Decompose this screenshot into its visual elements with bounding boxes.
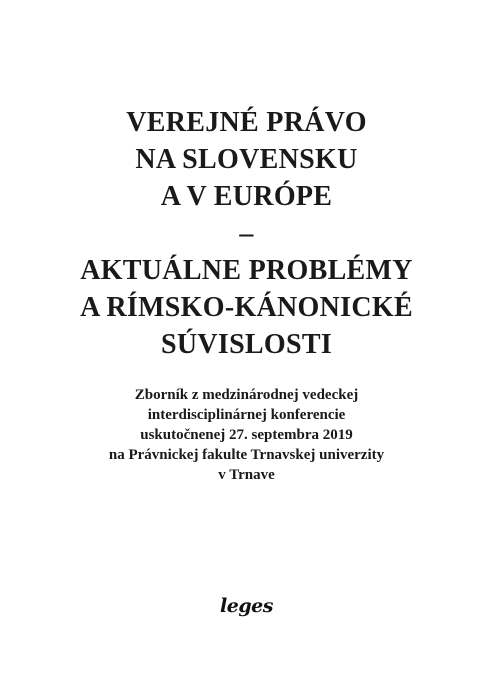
title-line: AKTUÁLNE PROBLÉMY [80, 255, 413, 286]
subtitle-line: na Právnickej fakulte Trnavskej univerzity [108, 447, 385, 463]
title-line: NA SLOVENSKU [135, 144, 358, 175]
title-dash: – [239, 218, 254, 249]
title-line: SÚVISLOSTI [160, 329, 333, 360]
subtitle-line: uskutočnenej 27. septembra 2019 [140, 427, 353, 443]
title-line: A V EURÓPE [160, 181, 333, 212]
publisher-logo: leges [220, 595, 273, 617]
subtitle-line: v Trnave [218, 467, 275, 483]
book-subtitle [0, 385, 493, 485]
subtitle-line: Zborník z medzinárodnej vedeckej [134, 387, 359, 403]
title-line: VEREJNÉ PRÁVO [126, 107, 367, 138]
subtitle-line: interdisciplinárnej konferencie [147, 407, 346, 423]
title-line: A RÍMSKO-KÁNONICKÉ [80, 292, 413, 323]
book-title [0, 104, 493, 363]
